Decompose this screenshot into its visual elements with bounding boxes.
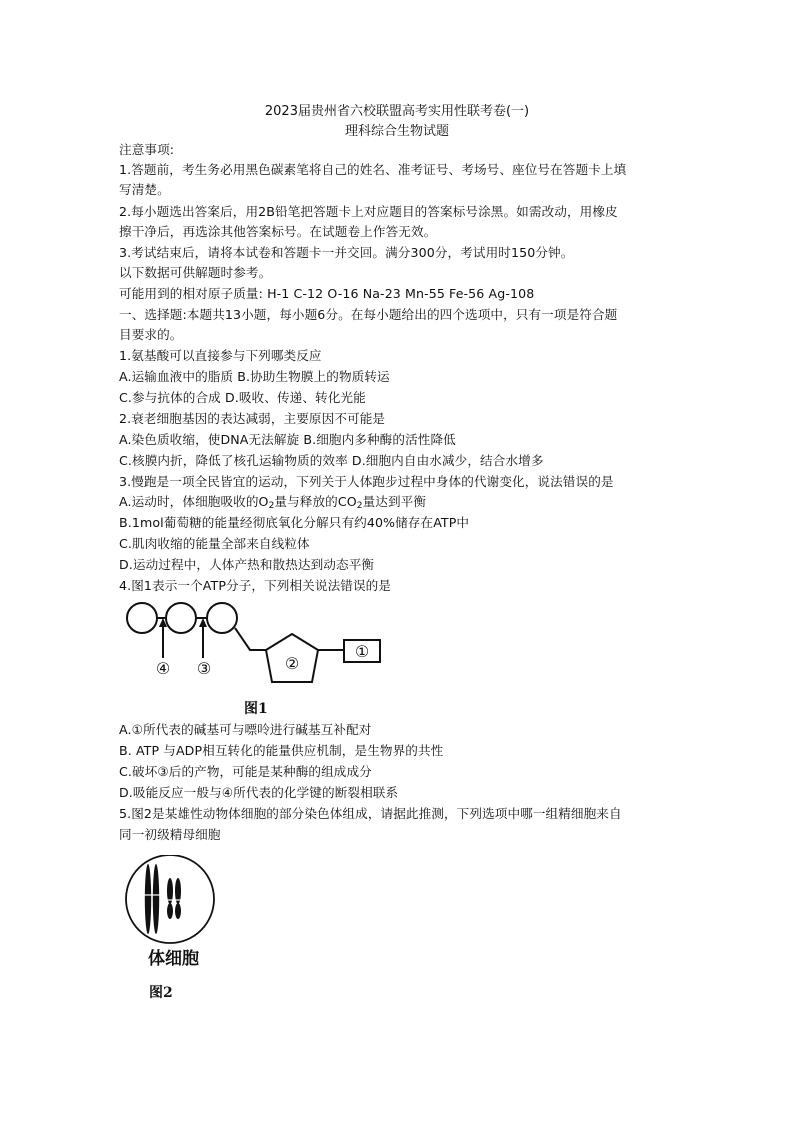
q1-options-ab: A.运输血液中的脂质 B.协助生物膜上的物质转运 [119, 369, 390, 384]
section-heading-a: 一、选择题:本题共13小题，每小题6分。在每小题给出的四个选项中，只有一项是符合题 [119, 307, 618, 322]
section-heading-b: 目要求的。 [119, 327, 183, 342]
exam-subtitle: 理科综合生物试题 [344, 124, 449, 139]
label-4: ④ [155, 659, 171, 678]
q4-option-d: D.吸能反应一般与④所代表的化学键的断裂相联系 [119, 785, 399, 800]
chromosome-short-3 [167, 903, 173, 919]
q3-option-c: C.肌肉收缩的能量全部来自线粒体 [119, 536, 310, 551]
q5-stem-a: 5.图2是某雄性动物体细胞的部分染色体组成，请据此推测，下列选项中哪一组精细胞来自 [119, 806, 622, 821]
q3-option-a [119, 492, 684, 512]
chromosome-long-1 [145, 864, 151, 934]
somatic-cell-label: 体细胞 [148, 949, 199, 969]
q3-option-a-part3: 量达到平衡 [362, 494, 427, 509]
notice-item-3: 3.考试结束后，请将本试卷和答题卡一并交回。满分300分，考试用时150分钟。 [119, 245, 574, 260]
notice-item-1a: 1.答题前，考生务必用黑色碳素笔将自己的姓名、准考证号、考场号、座位号在答题卡上填 [119, 162, 627, 177]
q2-options-cd: C.核膜内折，降低了核孔运输物质的效率 D.细胞内自由水减少，结合水增多 [119, 453, 544, 468]
notice-item-1b: 写清楚。 [119, 182, 170, 197]
q3-option-b: B.1mol葡萄糖的能量经彻底氧化分解只有约40%储存在ATP中 [119, 515, 470, 530]
q3-option-a-sub1: 2 [268, 501, 275, 511]
q3-option-a-part1: A.运动时，体细胞吸收的O [119, 494, 269, 509]
phosphate-circle-3 [207, 603, 237, 633]
q1-stem: 1.氨基酸可以直接参与下列哪类反应 [119, 348, 322, 363]
label-3: ③ [196, 659, 212, 678]
label-1: ① [354, 642, 370, 661]
q5-stem-b: 同一初级精母细胞 [119, 827, 221, 842]
phosphate-circle-1 [127, 603, 157, 633]
q4-option-a: A.①所代表的碱基可与嘌呤进行碱基互补配对 [119, 722, 372, 737]
q3-option-a-sub2: 2 [356, 501, 363, 511]
q3-option-a-part2: 量与释放的CO [274, 494, 357, 509]
chromosome-long-2 [153, 864, 159, 934]
q3-stem: 3.慢跑是一项全民皆宜的运动，下列关于人体跑步过程中身体的代谢变化，说法错误的是 [119, 474, 614, 489]
atomic-mass-note: 可能用到的相对原子质量: H-1 C-12 O-16 Na-23 Mn-55 Fe-56 Ag-108 [119, 286, 535, 301]
arrow-3-head [199, 618, 207, 627]
q4-option-c: C.破坏③后的产物，可能是某种酶的组成成分 [119, 764, 372, 779]
chromosome-short-4 [175, 903, 181, 919]
q1-options-cd: C.参与抗体的合成 D.吸收、传递、转化光能 [119, 390, 366, 405]
q4-option-b: B. ATP 与ADP相互转化的能量供应机制，是生物界的共性 [119, 743, 444, 758]
notice-item-2a: 2.每小题选出答案后，用2B铅笔把答题卡上对应题目的答案标号涂黑。如需改动，用橡皮 [119, 204, 618, 219]
notice-heading: 注意事项: [119, 142, 175, 157]
label-2: ② [284, 654, 300, 673]
figure-1-caption: 图1 [244, 701, 268, 717]
figure-2-caption: 图2 [149, 985, 173, 1001]
atp-figure [118, 600, 388, 690]
q2-stem: 2.衰老细胞基因的表达减弱，主要原因不可能是 [119, 411, 386, 426]
exam-title: 2023届贵州省六校联盟高考实用性联考卷(一) [264, 104, 530, 119]
phosphate-circle-2 [166, 603, 196, 633]
q3-option-d: D.运动过程中，人体产热和散热达到动态平衡 [119, 557, 375, 572]
q4-stem: 4.图1表示一个ATP分子，下列相关说法错误的是 [119, 578, 392, 593]
data-note: 以下数据可供解题时参考。 [119, 265, 272, 280]
bond-line-to-sugar [235, 628, 266, 650]
q2-options-ab: A.染色质收缩，使DNA无法解旋 B.细胞内多种酶的活性降低 [119, 432, 456, 447]
notice-item-2b: 擦干净后，再选涂其他答案标号。在试题卷上作答无效。 [119, 224, 437, 239]
somatic-cell-figure [118, 855, 228, 945]
